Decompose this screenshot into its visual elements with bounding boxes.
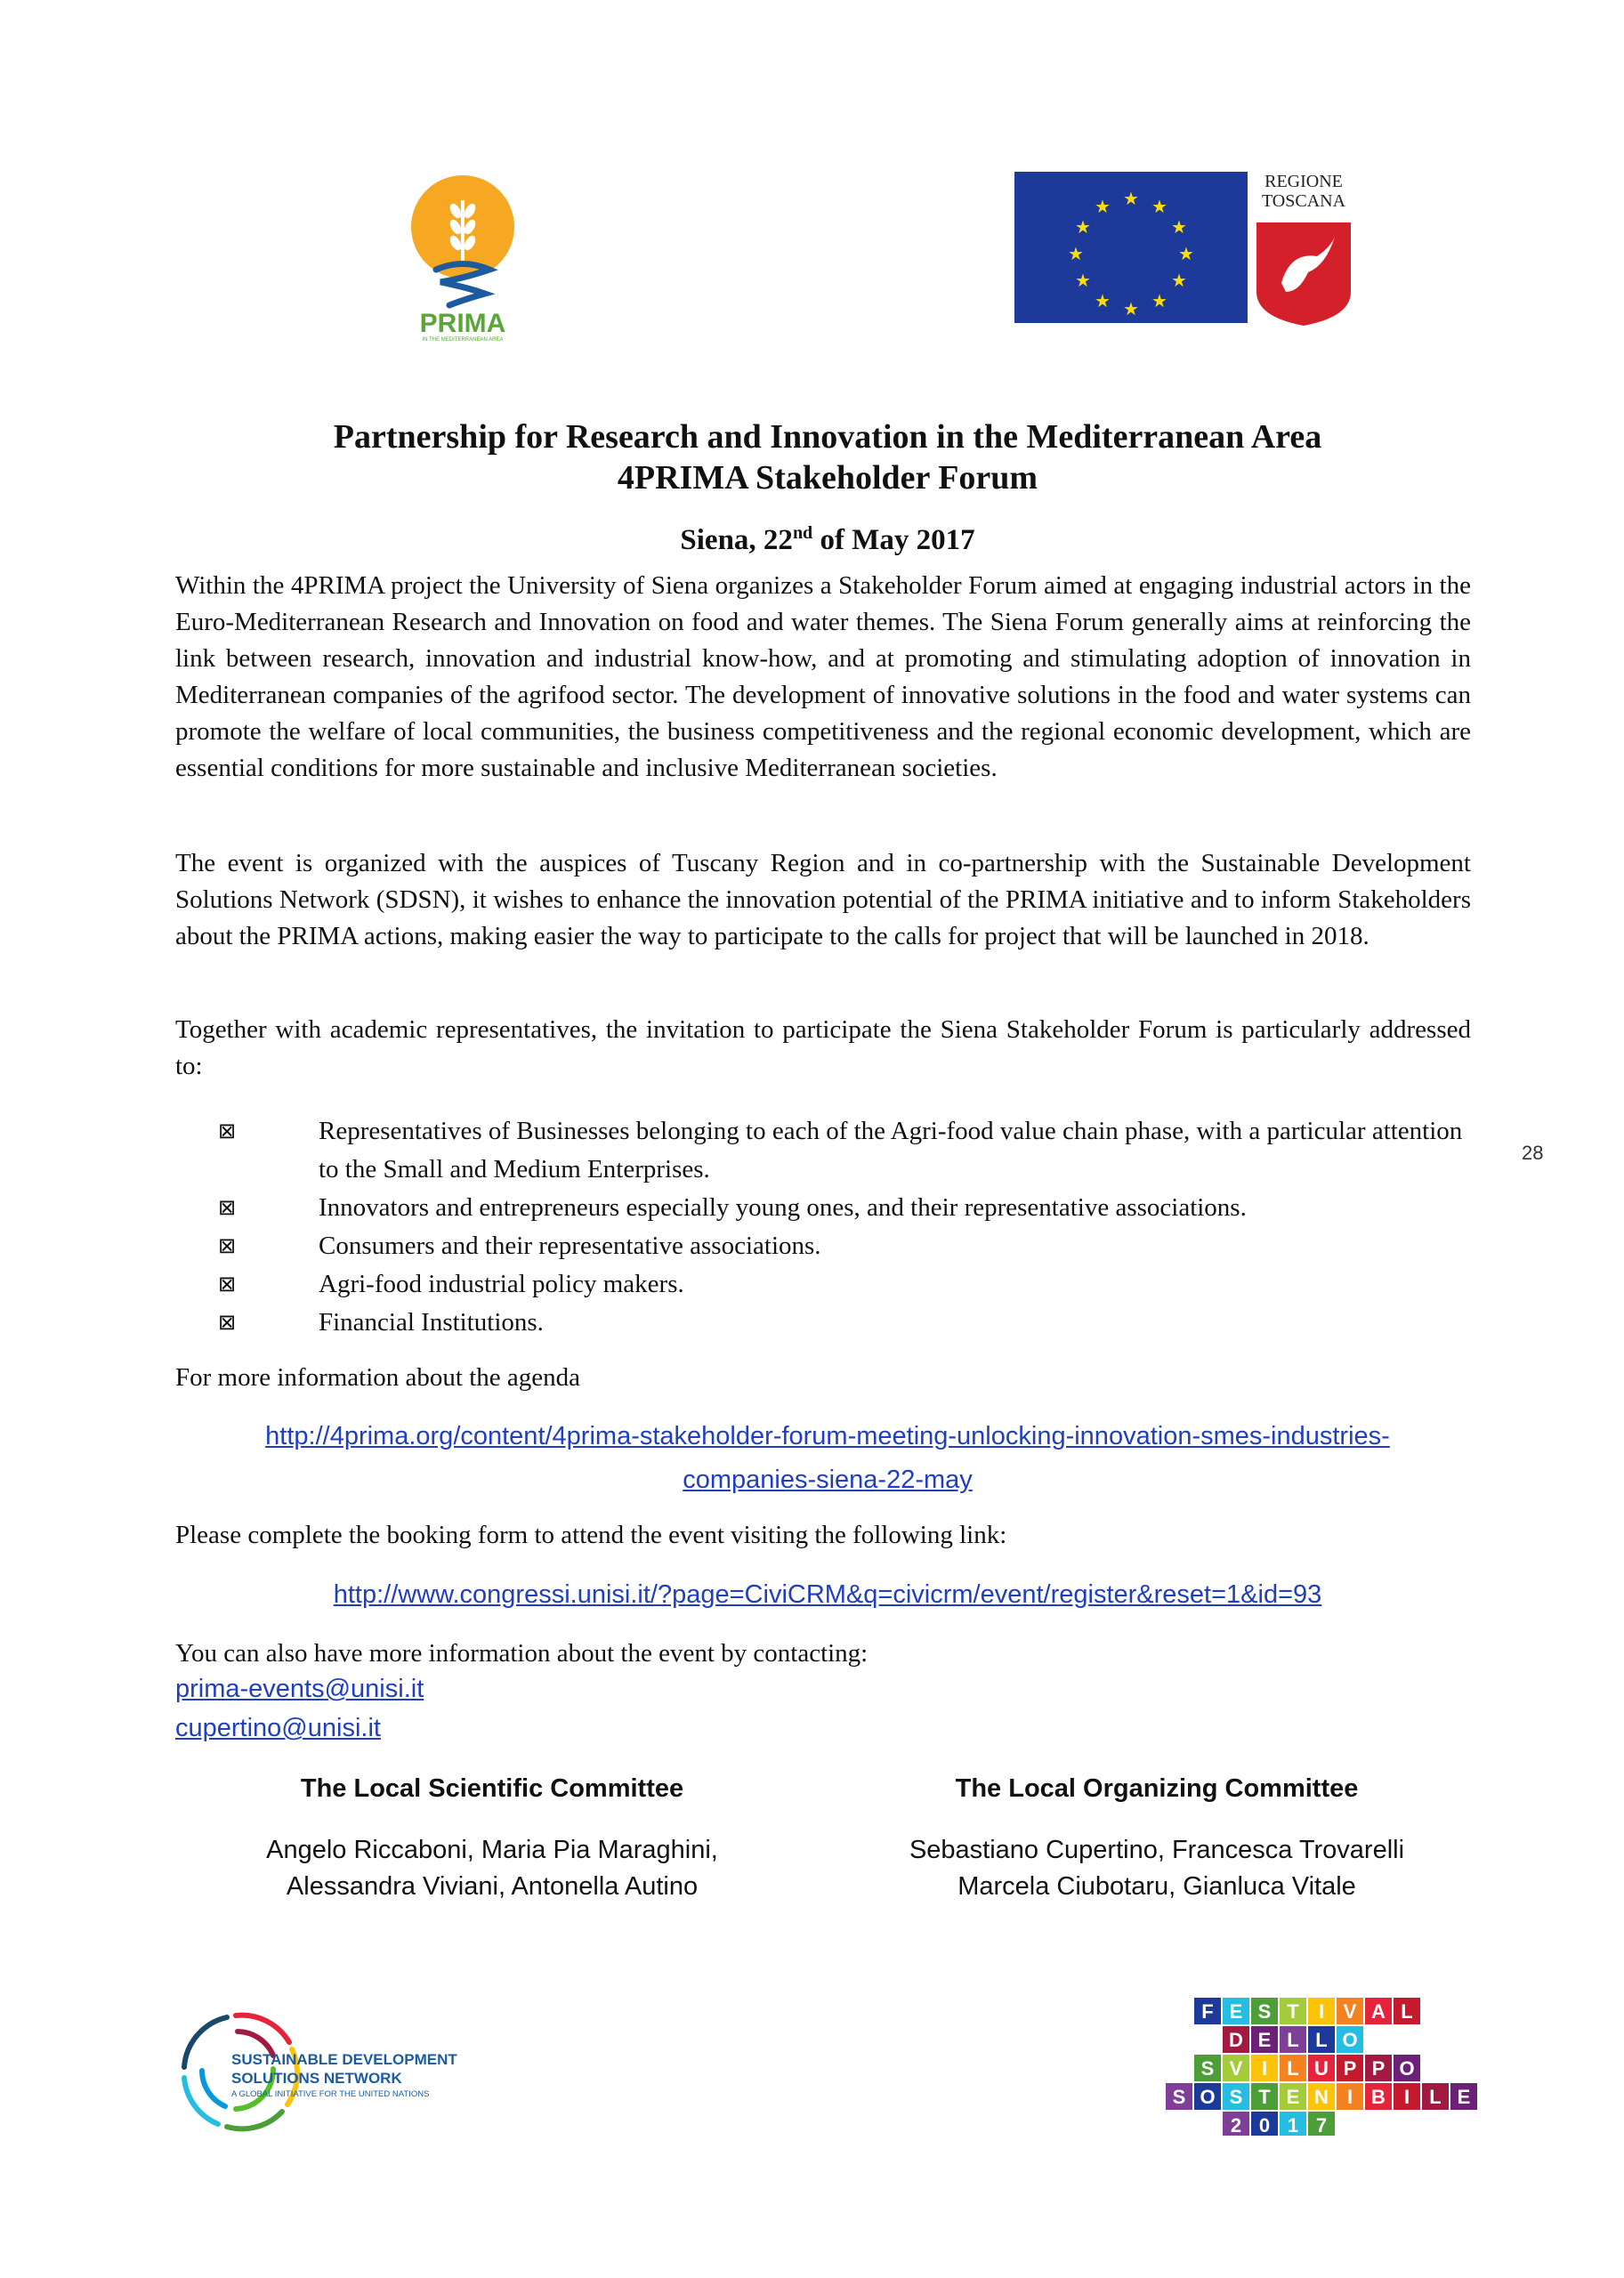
festival-tile-letter: E: [1457, 2086, 1471, 2108]
list-item: ⊠ Innovators and entrepreneurs especially young ones, and their representative associations.: [218, 1189, 1464, 1227]
festival-tile-letter: I: [1261, 2057, 1268, 2080]
prima-logo-text: PRIMA: [419, 309, 506, 338]
prima-logo-subtext: IN THE MEDITERRANEAN AREA: [422, 337, 504, 343]
booking-intro: Please complete the booking form to attend the event visiting the following link:: [175, 1521, 1007, 1549]
festival-tile-letter: L: [1287, 2057, 1299, 2080]
checkbox-bullet-icon: ⊠: [218, 1195, 237, 1220]
sdsn-line3: A GLOBAL INITIATIVE FOR THE UNITED NATIONS: [231, 2089, 430, 2099]
organizing-committee-members: Marcela Ciubotaru, Gianluca Vitale: [957, 1872, 1356, 1901]
festival-tile-letter: 7: [1315, 2114, 1328, 2136]
svg-text:★: ★: [1123, 188, 1139, 209]
festival-tile-letter: I: [1403, 2086, 1410, 2108]
festival-tile-letter: B: [1371, 2086, 1386, 2108]
organizing-committee-members: Sebastiano Cupertino, Francesca Trovarelli: [909, 1836, 1405, 1864]
festival-tile-letter: F: [1201, 2000, 1214, 2023]
toscana-text: TOSCANA: [1261, 191, 1346, 211]
agenda-link[interactable]: http://4prima.org/content/4prima-stakeholder-forum-meeting-unlocking-innovation-smes-industries- companies-siena-22-may: [265, 1422, 1390, 1494]
festival-tile-letter: P: [1371, 2057, 1386, 2080]
festival-tile-letter: 2: [1230, 2114, 1242, 2136]
svg-text:★: ★: [1123, 298, 1139, 319]
list-item: ⊠ Agri-food industrial policy makers.: [218, 1265, 1464, 1304]
scientific-committee-members: Alessandra Viviani, Antonella Autino: [286, 1872, 699, 1901]
scientific-committee-title: The Local Scientific Committee: [300, 1774, 684, 1803]
checkbox-bullet-icon: ⊠: [218, 1233, 237, 1258]
svg-text:★: ★: [1095, 290, 1111, 311]
organizing-committee: [908, 1771, 1406, 1905]
festival-tile-letter: 0: [1258, 2114, 1271, 2136]
festival-tile-letter: S: [1229, 2086, 1243, 2108]
organizing-committee-title: The Local Organizing Committee: [955, 1774, 1359, 1803]
festival-tile-letter: U: [1314, 2057, 1329, 2080]
svg-text:★: ★: [1151, 290, 1168, 311]
festival-tile-letter: L: [1315, 2029, 1328, 2051]
svg-text:★: ★: [1171, 216, 1187, 238]
festival-tile-letter: I: [1318, 2000, 1325, 2023]
festival-tile-letter: V: [1343, 2000, 1357, 2023]
checkbox-bullet-icon: ⊠: [218, 1310, 237, 1335]
festival-tile-letter: 1: [1287, 2114, 1299, 2136]
sdsn-logo: [174, 2007, 529, 2140]
email-link-prima-events[interactable]: prima-events@unisi.it: [175, 1675, 424, 1703]
festival-tile-letter: S: [1257, 2000, 1272, 2023]
sdsn-line2: SOLUTIONS NETWORK: [231, 2070, 402, 2087]
checkbox-bullet-icon: ⊠: [218, 1119, 237, 1143]
festival-tile-letter: L: [1429, 2086, 1442, 2108]
page-number: 28: [1522, 1142, 1544, 1164]
paragraph-event: The event is organized with the auspices of Tuscany Region and in co-partnership with the Sustainable Development Solutions Network (SDSN), it wishes to enhance the innovation potential of the PRIMA initiative and to inform Stakeholders about the PRIMA actions, making easier the way to participate to the calls for project that will be launched in 2018.: [175, 849, 1471, 950]
paragraph-intro: Within the 4PRIMA project the University of Siena organizes a Stakeholder Forum aimed at engaging industrial actors in the Euro-Mediterranean Research and Innovation on food and water themes. The Siena Forum generally aims at reinforcing the link between research, innovation and industrial know-how, and at promoting and stimulating adoption of innovation in Mediterranean companies of the agrifood sector. The development of innovative solutions in the food and water systems can promote the welfare of local communities, the business competitiveness and the regional economic development, which are essential conditions for more sustainable and inclusive Mediterranean societies.: [175, 571, 1471, 782]
contact-intro: You can also have more information about the event by contacting:: [175, 1639, 869, 1668]
svg-text:★: ★: [1171, 270, 1187, 291]
festival-tile-letter: N: [1314, 2086, 1329, 2108]
festival-tile-letter: E: [1229, 2000, 1243, 2023]
target-audience-list: [218, 1112, 1464, 1342]
festival-tile-letter: L: [1287, 2029, 1299, 2051]
festival-sviluppo-sostenibile-logo: [1166, 1998, 1477, 2136]
agenda-intro: For more information about the agenda: [175, 1363, 581, 1392]
festival-tile-letter: A: [1371, 2000, 1386, 2023]
festival-tile-letter: S: [1172, 2086, 1186, 2108]
festival-tile-letter: V: [1229, 2057, 1243, 2080]
sdsn-line1: SUSTAINABLE DEVELOPMENT: [231, 2051, 457, 2068]
svg-text:★: ★: [1178, 243, 1194, 264]
festival-tile-letter: O: [1200, 2086, 1216, 2108]
svg-text:★: ★: [1095, 196, 1111, 217]
regione-text: REGIONE: [1264, 172, 1343, 191]
list-item: ⊠ Financial Institutions.: [218, 1304, 1464, 1342]
list-item: ⊠ Representatives of Businesses belonging to each of the Agri-food value chain phase, with a particular attention to the Small and Medium Enterprises.: [218, 1112, 1464, 1189]
svg-text:★: ★: [1075, 216, 1091, 238]
festival-tile-letter: T: [1258, 2086, 1271, 2108]
svg-text:★: ★: [1151, 196, 1168, 217]
festival-tile-letter: L: [1401, 2000, 1413, 2023]
prima-logo: [392, 165, 534, 343]
festival-tile-letter: P: [1343, 2057, 1357, 2080]
svg-text:★: ★: [1068, 243, 1084, 264]
festival-tile-letter: O: [1342, 2029, 1358, 2051]
booking-link[interactable]: http://www.congressi.unisi.it/?page=CiviCRM&q=civicrm/event/register&reset=1&id=93: [333, 1580, 1322, 1609]
svg-text:★: ★: [1075, 270, 1091, 291]
eu-regione-toscana-logo: [1014, 167, 1361, 327]
festival-tile-letter: E: [1286, 2086, 1300, 2108]
event-date: Siena, 22nd of May 2017: [680, 523, 975, 556]
festival-tile-letter: E: [1257, 2029, 1272, 2051]
festival-tile-letter: I: [1346, 2086, 1353, 2108]
festival-tile-letter: O: [1399, 2057, 1415, 2080]
scientific-committee: [243, 1771, 741, 1905]
email-link-cupertino[interactable]: cupertino@unisi.it: [175, 1714, 381, 1742]
paragraph-invitation: Together with academic representatives, the invitation to participate the Siena Stakeholder Forum is particularly addressed to:: [175, 1015, 1471, 1080]
festival-tile-letter: D: [1229, 2029, 1243, 2051]
page-title: Partnership for Research and Innovation in the Mediterranean Area: [333, 418, 1322, 456]
checkbox-bullet-icon: ⊠: [218, 1272, 237, 1297]
festival-tile-letter: T: [1287, 2000, 1299, 2023]
list-item: ⊠ Consumers and their representative associations.: [218, 1227, 1464, 1265]
scientific-committee-members: Angelo Riccaboni, Maria Pia Maraghini,: [266, 1836, 718, 1864]
festival-tile-letter: S: [1200, 2057, 1215, 2080]
page-subtitle: 4PRIMA Stakeholder Forum: [617, 459, 1038, 497]
